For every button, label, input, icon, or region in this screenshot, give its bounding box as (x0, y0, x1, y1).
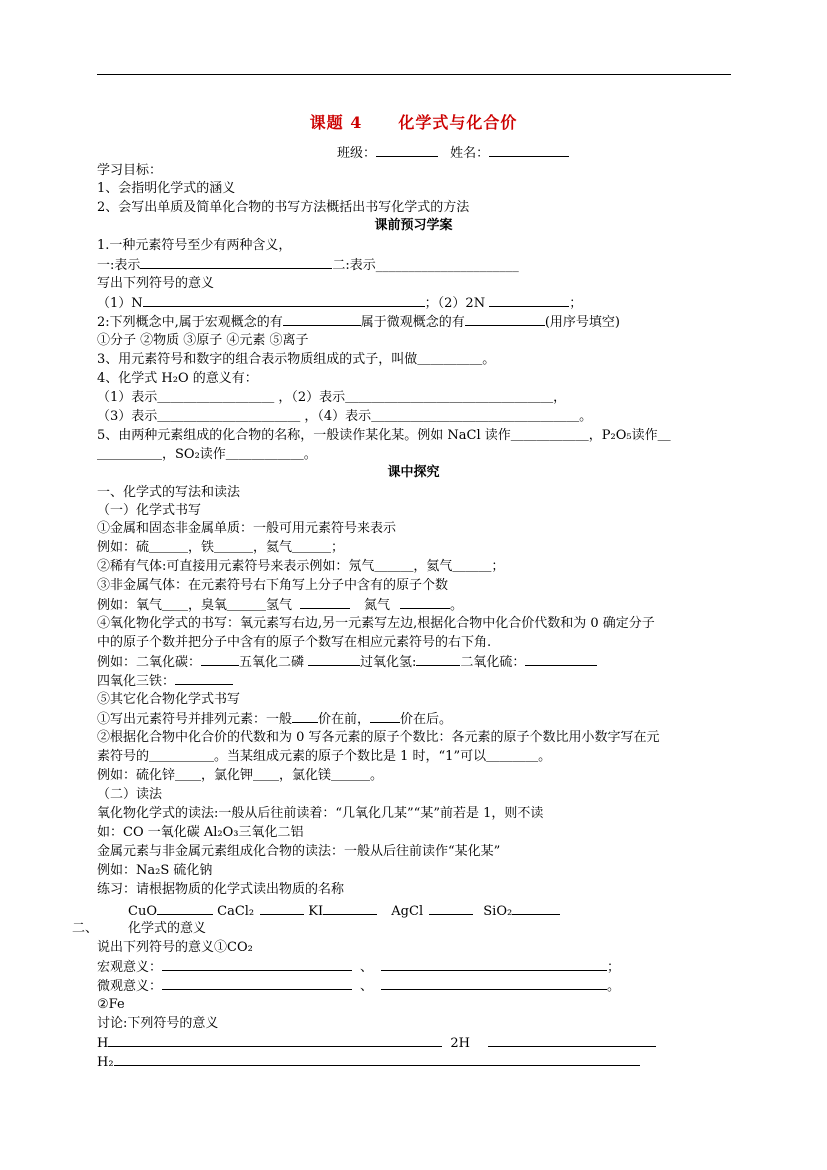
hydrogen-field[interactable] (300, 596, 350, 609)
preview-q5-cont: ＿＿＿＿＿，SO₂读作＿＿＿＿＿＿。 (97, 447, 317, 462)
meaning-intro: 说出下列符号的意义①CO₂ (97, 940, 253, 955)
n-meaning-field[interactable] (143, 294, 425, 307)
h2-line: H₂ (97, 1053, 640, 1072)
name-field[interactable] (489, 144, 569, 157)
preview-q1: 1.一种元素符号至少有两种含义， (97, 238, 292, 253)
macro-meaning-field-1[interactable] (162, 958, 352, 971)
agcl-field[interactable] (429, 902, 473, 915)
preview-q4: 4、化学式 H₂O 的意义有： (97, 371, 258, 386)
2n-meaning-field[interactable] (489, 294, 569, 307)
rule-4-line1: ④氧化物化学式的书写：氧元素写右边,另一元素写左边,根据化合物中化合价代数和为 0 确定分子 (97, 616, 655, 631)
class-name-line: 班级： 姓名： (337, 144, 569, 163)
cuo-field[interactable] (157, 902, 213, 915)
preview-heading: 课前预习学案 (374, 218, 453, 233)
macro-meaning-field-2[interactable] (381, 958, 607, 971)
rule-1: ①金属和固态非金属单质：一般可用元素符号来表示 (97, 521, 397, 536)
practice-row: CuO CaCl₂ KI AgCl SiO₂ (128, 902, 560, 921)
h-line: H 2H (97, 1034, 656, 1053)
preview-q1-symbols: （1）N ；（2）2N ； (97, 296, 583, 311)
header-rule (97, 74, 731, 75)
section-1a-title: （一）化学式书写 (97, 503, 202, 518)
micro-meaning-field-2[interactable] (381, 977, 607, 990)
h2-meaning-field[interactable] (114, 1053, 640, 1066)
inclass-heading: 课中探究 (387, 465, 440, 480)
cacl2-field[interactable] (260, 902, 304, 915)
rule-5-step2: ②根据化合物中化合价的代数和为 0 写各元素的原子个数比：各元素的原子个数比用小数字写在元 (97, 730, 660, 745)
rule-4-example-2: 四氧化三铁： (97, 672, 233, 691)
preview-q2: 2:下列概念中,属于宏观概念的有 属于微观概念的有 (用序号填空) (97, 315, 620, 330)
sio2-field[interactable] (512, 902, 560, 915)
meaning-1-field[interactable] (140, 256, 332, 269)
so2-field[interactable] (525, 653, 597, 666)
2h-meaning-field[interactable] (488, 1034, 656, 1047)
rule-5-example: 例如：硫化锌＿＿，氯化钾＿＿，氯化镁＿＿＿。 (97, 768, 384, 783)
goal-2: 2、会写出单质及简单化合物的书写方法概括出书写化学式的方法 (97, 200, 470, 215)
rule-1-example: 例如：硫＿＿＿，铁＿＿＿，氦气＿＿＿； (97, 540, 345, 555)
course-topic: 化学式与化合价 (398, 113, 518, 132)
rule-5-step1: ①写出元素符号并排列元素：一般 价在前， 价在后。 (97, 712, 453, 727)
preview-q1-meanings: 一:表示 二:表示______________________ (97, 258, 519, 273)
preview-q1-intro: 写出下列符号的意义 (97, 276, 215, 291)
discussion-prompt: 讨论:下列符号的意义 (97, 1016, 219, 1031)
rule-3: ③非金属气体：在元素符号右下角写上分子中含有的原子个数 (97, 578, 449, 593)
read-rule-1: 氧化物化学式的读法:一般从后往前读着：“几氧化几某”“某”前若是 1，则不读 (97, 806, 544, 821)
goals-heading: 学习目标： (97, 163, 163, 178)
read-rule-2-example: 例如：Na₂S 硫化钠 (97, 863, 213, 878)
p2o5-field[interactable] (308, 653, 360, 666)
section-1-title: 一、化学式的写法和读法 (97, 485, 241, 500)
rule-4-example: 例如：二氧化碳： 五氧化二磷 过氧化氢: 二氧化硫： (97, 653, 597, 672)
nitrogen-field[interactable] (400, 596, 450, 609)
micro-concepts-field[interactable] (465, 313, 545, 326)
preview-q3: 3、用元素符号和数字的组合表示物质组成的式子，叫做＿＿＿＿＿。 (97, 352, 496, 367)
page-title (0, 110, 827, 133)
preview-q4-line2: （3）表示＿＿＿＿＿＿＿＿＿＿＿ ，（4）表示＿＿＿＿＿＿＿＿＿＿＿＿＿＿＿＿。 (97, 409, 593, 424)
section-2-number: 二、 (72, 921, 99, 936)
macro-concepts-field[interactable] (283, 313, 361, 326)
front-valence-field[interactable] (292, 710, 318, 723)
class-field[interactable] (376, 144, 438, 157)
preview-q5: 5、由两种元素组成的化合物的名称，一般读作某化某。例如 NaCl 读作＿＿＿＿＿＿，P₂O₅读作＿ (97, 428, 671, 443)
rule-5-step2-cont: 素符号的＿＿＿＿＿。当某组成元素的原子个数比是 1 时，“1”可以＿＿＿＿。 (97, 749, 552, 764)
micro-meaning-field-1[interactable] (162, 977, 352, 990)
rule-4-line2: 中的原子个数并把分子中含有的原子个数写在相应元素符号的右下角. (97, 635, 492, 650)
section-2-title: 化学式的意义 (128, 921, 207, 936)
rule-2: ②稀有气体:可直接用元素符号来表示例如：氖气＿＿＿，氦气＿＿＿； (97, 559, 505, 574)
micro-meaning-line: 微观意义： 、 。 (97, 979, 621, 994)
section-1b-title: （二）读法 (97, 787, 163, 802)
co2-field[interactable] (201, 653, 239, 666)
read-rule-2: 金属元素与非金属元素组成化合物的读法：一般从后往前读作“某化某” (97, 844, 501, 859)
fe3o4-field[interactable] (175, 672, 233, 685)
rule-5: ⑤其它化合物化学式书写 (97, 692, 241, 707)
course-number: 课题 4 (309, 113, 363, 132)
macro-meaning-line: 宏观意义： 、 ； (97, 960, 621, 975)
preview-q4-line1: （1）表示＿＿＿＿＿＿＿＿＿ ，（2）表示＿＿＿＿＿＿＿＿＿＿＿＿＿＿＿＿， (97, 390, 567, 405)
h-meaning-field[interactable] (108, 1034, 442, 1047)
ki-field[interactable] (323, 902, 377, 915)
back-valence-field[interactable] (370, 710, 400, 723)
preview-q2-options: ①分子 ②物质 ③原子 ④元素 ⑤离子 (97, 333, 309, 348)
read-rule-1-example: 如：CO 一氧化碳 Al₂O₃三氧化二铝 (97, 825, 304, 840)
goal-1: 1、会指明化学式的涵义 (97, 181, 236, 196)
fe-prompt: ②Fe (97, 997, 125, 1012)
practice-prompt: 练习：请根据物质的化学式读出物质的名称 (97, 882, 345, 897)
rule-3-example: 例如：氧气＿＿，臭氧＿＿＿氢气 氮气 。 (97, 598, 464, 613)
h2o2-field[interactable] (416, 653, 460, 666)
